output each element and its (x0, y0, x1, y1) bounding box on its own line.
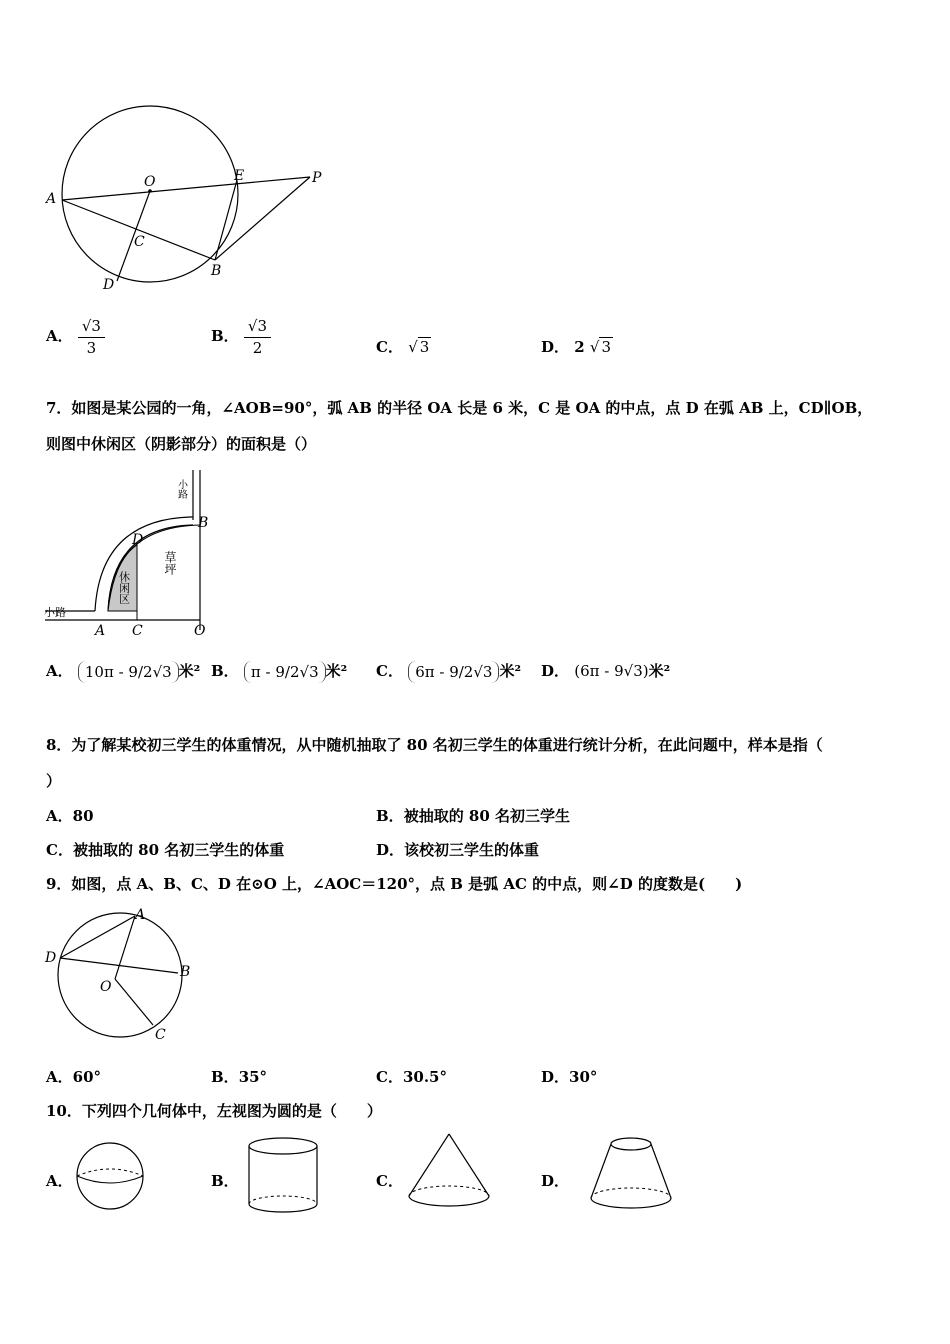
road-top-label: 小路 (175, 479, 187, 499)
option-text: 被抽取的 80 名初三学生 (403, 807, 571, 825)
option-letter: C． (46, 841, 73, 859)
q6-option-b[interactable] (211, 318, 271, 356)
unit: 米² (648, 662, 671, 680)
option-letter: B． (211, 327, 239, 345)
cone-icon (404, 1130, 494, 1212)
expression: 6π - 9/2√3 (408, 661, 499, 683)
fig2-label: A (95, 623, 106, 639)
option-letter: D． (541, 662, 570, 680)
q6-option-a[interactable] (46, 318, 105, 356)
q6-option-c[interactable] (376, 336, 431, 357)
option-letter: A． (46, 662, 73, 680)
fig2-label: D (132, 532, 144, 548)
fig1-label: D (103, 277, 115, 293)
option-letter: C． (376, 338, 403, 356)
fig1-label: P (312, 170, 322, 186)
option-letter: C． (376, 1068, 403, 1086)
q10-option-d[interactable] (541, 1170, 569, 1191)
q7-option-d[interactable] (541, 660, 670, 681)
expression: 10π - 9/2√3 (78, 661, 179, 683)
option-text: 该校初三学生的体重 (404, 841, 540, 859)
q9-text-line1: 9．如图，点 A、B、C、D 在⊙O 上，∠AOC＝120°，点 B 是弧 AC 的中点，则∠D 的度数是( ) (46, 875, 743, 893)
q8-text-line2: ） (46, 772, 62, 790)
q8-text-line1: 8．为了解某校初三学生的体重情况，从中随机抽取了 80 名初三学生的体重进行统计分析，在此问题中，样本是指（ (46, 736, 823, 754)
circle-angle-figure (40, 905, 210, 1045)
frustum-icon (586, 1134, 676, 1216)
fig3-label: B (180, 964, 191, 980)
radical: √ 3 (589, 338, 612, 356)
q9-option-d[interactable] (541, 1066, 597, 1087)
fig1-label: A (46, 191, 57, 207)
fig3-label: O (100, 979, 112, 995)
radicand: 3 (601, 338, 612, 356)
option-letter: D． (541, 1172, 570, 1190)
fig1-label: E (234, 168, 245, 184)
option-text: 被抽取的 80 名初三学生的体重 (72, 841, 285, 859)
option-letter: A． (46, 1172, 73, 1190)
fraction (244, 318, 271, 356)
fig2-label: O (194, 623, 206, 639)
option-text: 35° (238, 1068, 268, 1086)
expression: (6π - 9√3) (574, 662, 649, 680)
circle-tangent-figure (40, 95, 340, 305)
fig1-label: O (144, 174, 156, 190)
fig2-label: B (198, 515, 209, 531)
option-text: 30.5° (402, 1068, 447, 1086)
option-letter: B． (211, 1068, 239, 1086)
q10-text-line1: 10．下列四个几何体中，左视图为圆的是（ ） (46, 1102, 382, 1120)
q8-option-b[interactable] (376, 805, 570, 826)
fraction (78, 318, 105, 356)
option-letter: D． (541, 338, 570, 356)
cylinder-icon (244, 1136, 322, 1216)
q7-text-line1: 7．如图是某公园的一角，∠AOB=90°，弧 AB 的半径 OA 长是 6 米，C 是 OA 的中点，点 D 在弧 AB 上，CD∥OB， (46, 399, 873, 417)
q7-option-b[interactable] (211, 660, 347, 683)
denominator: 2 (252, 338, 263, 357)
q8-option-a[interactable] (46, 805, 94, 826)
fig3-label: C (155, 1027, 166, 1043)
option-text: 60° (72, 1068, 102, 1086)
q10-option-c[interactable] (376, 1170, 403, 1191)
radical: √ 3 (408, 338, 430, 356)
numerator: √3 (244, 318, 271, 338)
q9-option-b[interactable] (211, 1066, 267, 1087)
option-letter: A． (46, 327, 73, 345)
sphere-icon (74, 1140, 146, 1212)
option-letter: D． (376, 841, 405, 859)
expression: π - 9/2√3 (244, 661, 326, 683)
fig1-label: B (211, 263, 222, 279)
coefficient: 2 (574, 338, 585, 356)
fig1-label: C (134, 234, 145, 250)
q8-option-c[interactable] (46, 839, 284, 860)
grass-label: 草坪 (163, 551, 177, 575)
q6-option-d[interactable] (541, 336, 613, 357)
numerator: √3 (78, 318, 105, 338)
q9-option-c[interactable] (376, 1066, 447, 1087)
fig2-label: C (132, 623, 143, 639)
q7-option-a[interactable] (46, 660, 200, 683)
option-letter: C． (376, 1172, 403, 1190)
radicand: 3 (419, 338, 430, 356)
road-left-label: 小路 (44, 606, 66, 619)
q7-option-c[interactable] (376, 660, 521, 683)
rest-area-label: 休闲区 (117, 571, 131, 604)
q10-option-a[interactable] (46, 1170, 73, 1191)
unit: 米² (499, 662, 522, 680)
denominator: 3 (86, 338, 97, 357)
q7-text-line2: 则图中休闲区（阴影部分）的面积是（） (46, 435, 317, 453)
option-letter: A． (46, 1068, 73, 1086)
q9-option-a[interactable] (46, 1066, 101, 1087)
park-figure (40, 465, 230, 640)
unit: 米² (325, 662, 348, 680)
unit: 米² (178, 662, 201, 680)
q10-option-b[interactable] (211, 1170, 239, 1191)
option-letter: B． (211, 662, 239, 680)
option-text: 30° (569, 1068, 598, 1086)
fig3-label: A (135, 907, 146, 923)
option-letter: C． (376, 662, 403, 680)
option-letter: B． (211, 1172, 239, 1190)
option-letter: A． (46, 807, 73, 825)
option-text: 80 (72, 807, 94, 825)
q8-option-d[interactable] (376, 839, 539, 860)
option-letter: D． (541, 1068, 570, 1086)
option-letter: B． (376, 807, 404, 825)
fig3-label: D (45, 950, 57, 966)
